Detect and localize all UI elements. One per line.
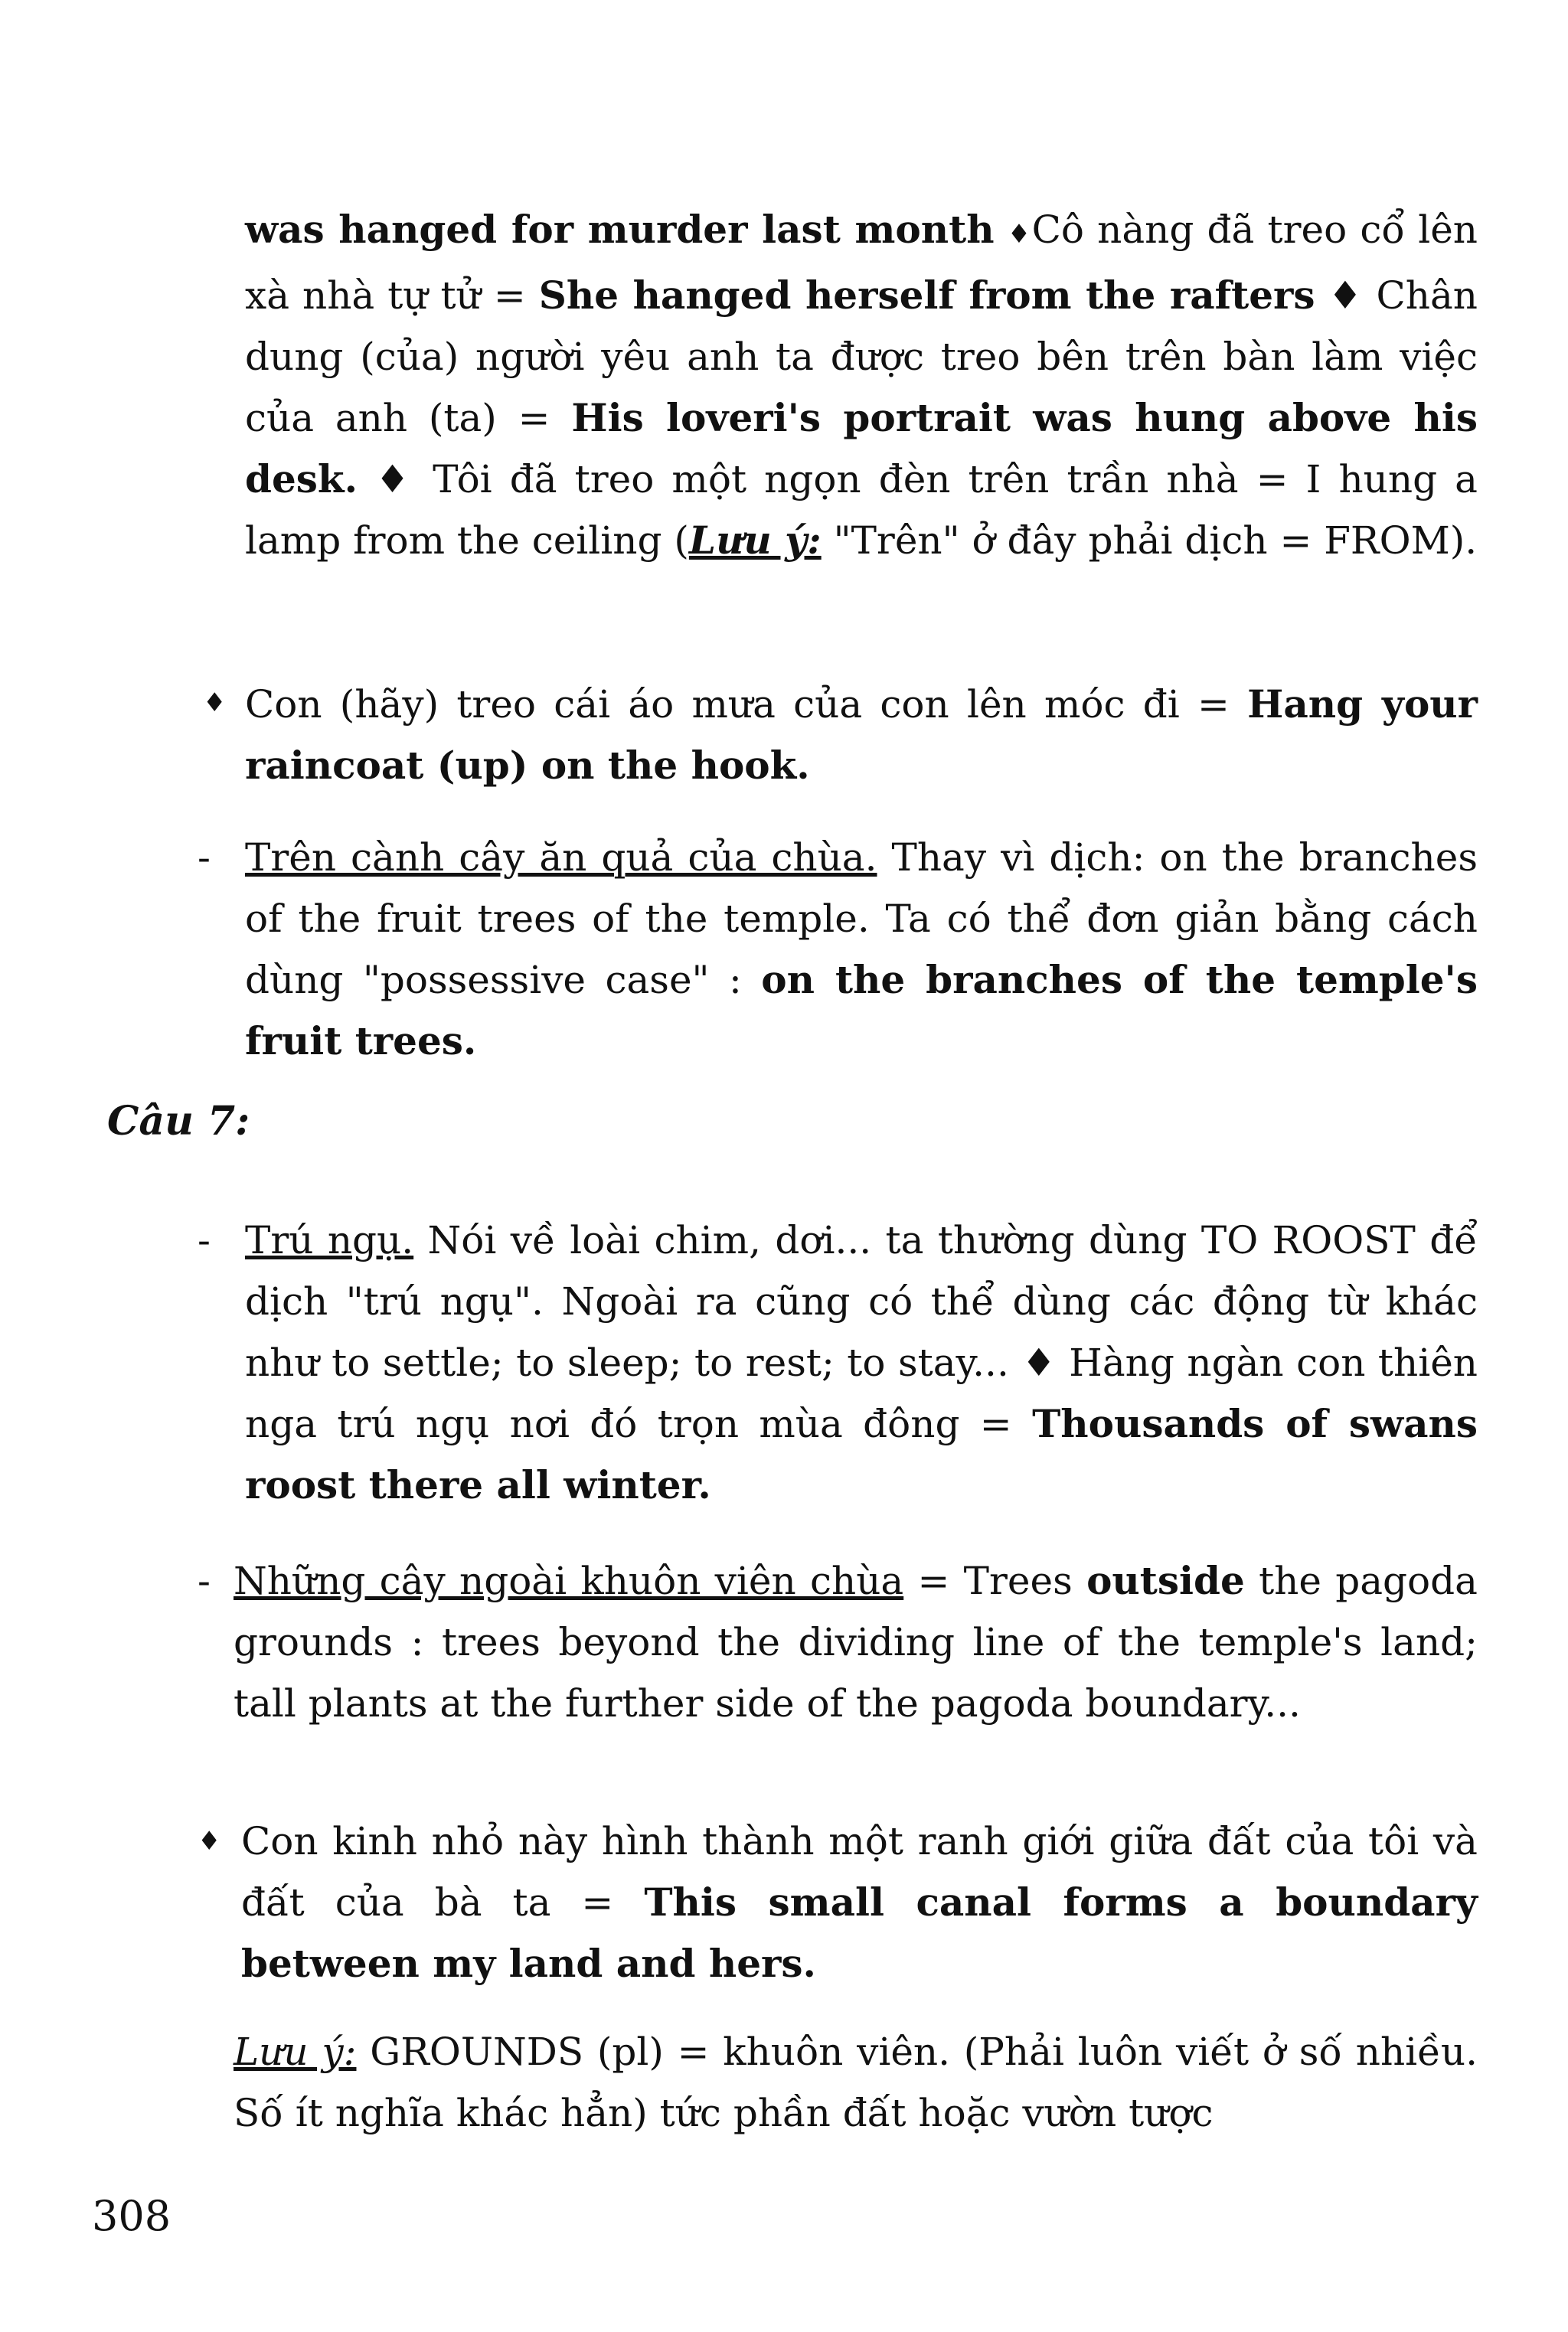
dash-marker: -: [198, 1218, 211, 1262]
bold-phrase: outside: [1086, 1558, 1245, 1603]
text: Thay vì dịch: on the branches of the fruit trees of the temple. Ta có thể đơn giản bằng cách dùng "possessive case" :: [245, 835, 1478, 1002]
paragraph-pagoda-grounds: [234, 1550, 1478, 1734]
note-label: Lưu ý:: [234, 2030, 357, 2074]
bold-phrase: Thousands of swans roost there all winter.: [245, 1401, 1478, 1507]
text: GROUNDS (pl) = khuôn viên. (Phải luôn viết ở số nhiều. Số ít nghĩa khác hẳn) tức phần đất hoặc vườn tược: [234, 2030, 1478, 2135]
text: Con (hãy) treo cái áo mưa của con lên móc đi =: [245, 682, 1248, 727]
text: ♦ Tôi đã treo một ngọn đèn trên trần nhà = I hung a lamp from the ceiling (: [245, 457, 1478, 563]
paragraph-roost: [245, 1210, 1478, 1516]
paragraph-hang-examples: [245, 199, 1478, 571]
bold-phrase: This small canal forms a boundary between my land and hers.: [241, 1880, 1478, 1986]
bullet-marker: ♦: [1007, 219, 1032, 250]
paragraph-note-grounds: [234, 2021, 1478, 2144]
underlined-phrase: Trú ngụ.: [245, 1218, 414, 1262]
page-number: 308: [92, 2192, 172, 2240]
dash-marker: -: [198, 1559, 211, 1603]
bold-phrase: on the branches of the temple's fruit trees.: [245, 957, 1478, 1063]
bold-phrase: was hanged for murder last month: [245, 207, 995, 252]
paragraph-canal: [241, 1811, 1478, 1994]
underlined-phrase: Những cây ngoài khuôn viên chùa: [234, 1559, 904, 1603]
bold-phrase: Hang your raincoat (up) on the hook.: [245, 681, 1478, 788]
paragraph-raincoat: [245, 674, 1478, 796]
underlined-phrase: Trên cành cây ăn quả của chùa.: [245, 835, 877, 880]
bold-phrase: She hanged herself from the rafters: [538, 273, 1315, 318]
text: "Trên" ở đây phải dịch = FROM).: [821, 518, 1478, 563]
text: the pagoda grounds : trees beyond the dividing line of the temple's land; tall plants at the further side of the pagoda boundary...: [234, 1559, 1478, 1726]
text: Con kinh nhỏ này hình thành một ranh giới giữa đất của tôi và đất của bà ta =: [241, 1819, 1478, 1925]
text: Cô nàng đã treo cổ lên xà nhà tự tử =: [245, 207, 1478, 318]
bullet-marker: ♦: [198, 1826, 221, 1857]
note-label: Lưu ý:: [688, 518, 822, 563]
bold-phrase: His loveri's portrait was hung above his desk.: [245, 395, 1478, 501]
paragraph-fruit-trees: [245, 827, 1478, 1072]
text: Nói về loài chim, dơi... ta thường dùng TO ROOST để dịch "trú ngụ". Ngoài ra cũng có thể dùng các động từ khác như to settle; to sleep; to rest; to stay... ♦ Hàng ngàn con thiên nga trú ngụ nơi đó trọn mùa đông =: [245, 1218, 1478, 1446]
section-heading: Câu 7:: [107, 1098, 250, 1145]
text: ♦ Chân dung (của) người yêu anh ta được treo bên trên bàn làm việc của anh (ta) =: [245, 273, 1478, 440]
text: = Trees: [903, 1559, 1087, 1603]
dash-marker: -: [198, 835, 211, 880]
bullet-marker: ♦: [203, 688, 227, 718]
